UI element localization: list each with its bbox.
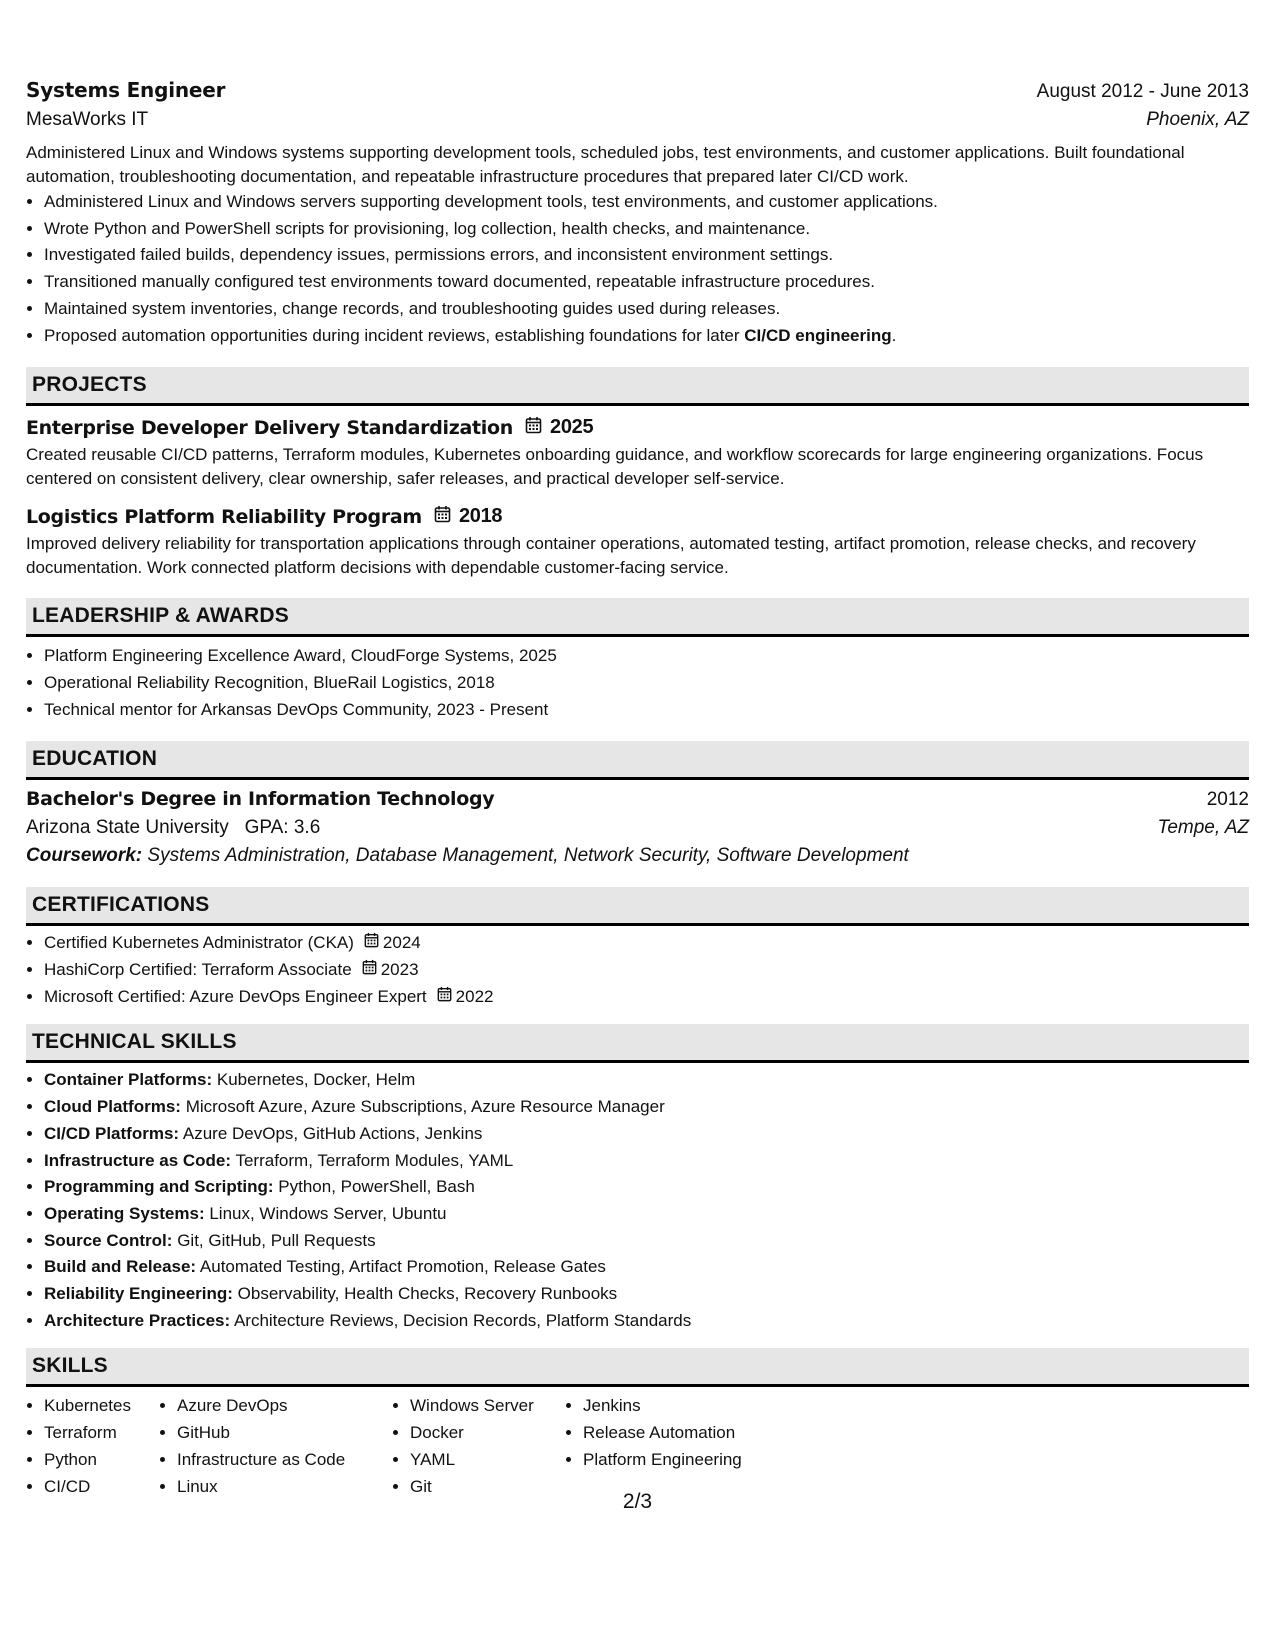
- degree-title: Bachelor's Degree in Information Technology: [26, 788, 495, 811]
- bullet-bold-text: CI/CD engineering: [744, 325, 892, 345]
- list-item: • Python: [44, 1447, 159, 1474]
- projects-section-header: [26, 367, 1249, 406]
- list-item: [44, 957, 1249, 984]
- degree-year: 2012: [1206, 789, 1249, 811]
- project-year: 2018: [458, 505, 503, 528]
- list-item: • Kubernetes: [44, 1393, 159, 1420]
- list-item: [44, 1067, 1249, 1094]
- coursework-list: Systems Administration, Database Management, Network Security, Software Development: [147, 845, 909, 867]
- project-title: Enterprise Developer Delivery Standardization: [26, 416, 514, 439]
- skill-category: CI/CD Platforms:: [44, 1123, 180, 1143]
- list-item: [44, 1201, 1249, 1228]
- skill-values: Automated Testing, Artifact Promotion, Release Gates: [199, 1257, 606, 1277]
- calendar-icon: [362, 957, 377, 984]
- page-number: 2/3: [622, 1490, 653, 1513]
- school-location: Tempe, AZ: [1157, 817, 1249, 839]
- skill-category: Source Control:: [44, 1230, 173, 1250]
- job-subheader: [26, 103, 1249, 131]
- bullet-text: Proposed automation opportunities during incident reviews, establishing foundations for later: [44, 325, 745, 345]
- project-title: Logistics Platform Reliability Program: [26, 505, 422, 528]
- section-title: CERTIFICATIONS: [32, 893, 210, 917]
- list-item: • Docker: [410, 1420, 565, 1447]
- list-item: • Technical mentor for Arkansas DevOps Community, 2023 - Present: [44, 697, 1249, 724]
- skills-column: [392, 1393, 565, 1500]
- school-name: Arizona State University: [26, 817, 229, 839]
- technical-skills-section-header: [26, 1024, 1249, 1063]
- cert-name: • Microsoft Certified: Azure DevOps Engineer Expert: [44, 986, 427, 1006]
- calendar-icon: [437, 984, 452, 1011]
- list-item: • Windows Server: [410, 1393, 565, 1420]
- skills-column: [159, 1393, 392, 1500]
- list-item: • Investigated failed builds, dependency issues, permissions errors, and inconsistent environment settings.: [44, 242, 1249, 269]
- project-description: Created reusable CI/CD patterns, Terraform modules, Kubernetes onboarding guidance, and workflow scorecards for large engineering organizations. Focus centered on consistent delivery, clear ownership, safer releases, and practical developer self-service.: [26, 445, 1204, 489]
- leadership-section-header: [26, 598, 1249, 637]
- list-item: • Terraform: [44, 1420, 159, 1447]
- gpa: GPA: 3.6: [244, 817, 321, 839]
- skill-values: Git, GitHub, Pull Requests: [177, 1230, 376, 1250]
- job-header: [26, 78, 1249, 103]
- coursework: [26, 845, 1249, 867]
- list-item: [44, 323, 1249, 350]
- list-item: [44, 1254, 1249, 1281]
- job-bullets: [26, 189, 1249, 349]
- list-item: [44, 1281, 1249, 1308]
- list-item: • GitHub: [177, 1420, 392, 1447]
- list-item: • Linux: [177, 1474, 392, 1501]
- list-item: • Azure DevOps: [177, 1393, 392, 1420]
- list-item: [44, 984, 1249, 1011]
- project-header: [26, 505, 1249, 528]
- skill-category: Container Platforms:: [44, 1070, 213, 1090]
- skills-column: [26, 1393, 159, 1500]
- leadership-list: [26, 643, 1249, 723]
- list-item: • Administered Linux and Windows servers supporting development tools, test environments, and customer applications.: [44, 189, 1249, 216]
- list-item: [44, 1121, 1249, 1148]
- list-item: • Platform Engineering Excellence Award, CloudForge Systems, 2025: [44, 643, 1249, 670]
- technical-skills-list: [26, 1067, 1249, 1334]
- skill-values: Architecture Reviews, Decision Records, Platform Standards: [233, 1310, 692, 1330]
- skill-values: Azure DevOps, GitHub Actions, Jenkins: [182, 1123, 483, 1143]
- education-section-header: [26, 741, 1249, 780]
- skill-values: Observability, Health Checks, Recovery Runbooks: [237, 1284, 618, 1304]
- list-item: • Jenkins: [583, 1393, 843, 1420]
- list-item: [44, 1094, 1249, 1121]
- section-title: LEADERSHIP & AWARDS: [32, 604, 289, 628]
- skill-category: Programming and Scripting:: [44, 1177, 274, 1197]
- list-item: [44, 1308, 1249, 1335]
- list-item: • Wrote Python and PowerShell scripts for provisioning, log collection, health checks, and maintenance.: [44, 216, 1249, 243]
- cert-name: • HashiCorp Certified: Terraform Associate: [44, 960, 352, 980]
- list-item: • Git: [410, 1474, 565, 1501]
- coursework-label: Coursework:: [26, 845, 143, 867]
- list-item: [44, 1148, 1249, 1175]
- cert-year: 2023: [380, 960, 419, 980]
- list-item: • CI/CD: [44, 1474, 159, 1501]
- section-title: EDUCATION: [32, 747, 158, 771]
- section-title: PROJECTS: [32, 373, 147, 397]
- skill-category: Build and Release:: [44, 1257, 197, 1277]
- project-header: [26, 416, 1249, 439]
- job-dates: August 2012 - June 2013: [1036, 81, 1249, 102]
- skill-category: Architecture Practices:: [44, 1310, 231, 1330]
- list-item: [44, 1228, 1249, 1255]
- skill-category: Infrastructure as Code:: [44, 1150, 232, 1170]
- section-title: TECHNICAL SKILLS: [32, 1030, 237, 1054]
- cert-year: 2022: [455, 986, 494, 1006]
- skills-column: [565, 1393, 843, 1500]
- calendar-icon: [364, 930, 379, 957]
- section-title: SKILLS: [32, 1354, 108, 1378]
- job-title: Systems Engineer: [26, 78, 226, 102]
- job-location: Phoenix, AZ: [1146, 109, 1249, 130]
- skill-category: Cloud Platforms:: [44, 1097, 181, 1117]
- list-item: • Release Automation: [583, 1420, 843, 1447]
- list-item: • YAML: [410, 1447, 565, 1474]
- certifications-section-header: [26, 887, 1249, 926]
- bullet-suffix: .: [891, 325, 897, 345]
- skill-values: Python, PowerShell, Bash: [278, 1177, 475, 1197]
- list-item: • Maintained system inventories, change records, and troubleshooting guides used during releases.: [44, 296, 1249, 323]
- calendar-icon: [434, 505, 451, 528]
- school-info: [26, 817, 320, 839]
- certifications-list: [26, 930, 1249, 1010]
- job-summary: Administered Linux and Windows systems supporting development tools, scheduled jobs, test environments, and customer applications. Built foundational automation, troubleshooting documentation, and repeatable infrastructure procedures that prepared later CI/CD work.: [26, 143, 1185, 186]
- list-item: [44, 930, 1249, 957]
- list-item: [44, 1174, 1249, 1201]
- cert-year: 2024: [382, 933, 421, 953]
- skill-values: Linux, Windows Server, Ubuntu: [209, 1203, 447, 1223]
- list-item: • Infrastructure as Code: [177, 1447, 392, 1474]
- project-description: Improved delivery reliability for transportation applications through container operations, automated testing, artifact promotion, release checks, and recovery documentation. Work connected platform decisions with dependable customer-facing service.: [26, 534, 1196, 578]
- job-company: MesaWorks IT: [26, 109, 149, 130]
- education-subheader: [26, 811, 1249, 839]
- skills-section-header: [26, 1348, 1249, 1387]
- project-year: 2025: [550, 416, 594, 439]
- calendar-icon: [525, 416, 542, 439]
- skill-values: Kubernetes, Docker, Helm: [216, 1070, 416, 1090]
- education-header: [26, 788, 1249, 811]
- cert-name: • Certified Kubernetes Administrator (CKA): [44, 933, 354, 953]
- skill-category: Reliability Engineering:: [44, 1284, 233, 1304]
- skill-values: Terraform, Terraform Modules, YAML: [235, 1150, 514, 1170]
- skill-category: Operating Systems:: [44, 1203, 205, 1223]
- list-item: • Platform Engineering: [583, 1447, 843, 1474]
- list-item: • Operational Reliability Recognition, BlueRail Logistics, 2018: [44, 670, 1249, 697]
- list-item: • Transitioned manually configured test environments toward documented, repeatable infrastructure procedures.: [44, 269, 1249, 296]
- skill-values: Microsoft Azure, Azure Subscriptions, Azure Resource Manager: [185, 1097, 665, 1117]
- skills-grid: [26, 1393, 1249, 1500]
